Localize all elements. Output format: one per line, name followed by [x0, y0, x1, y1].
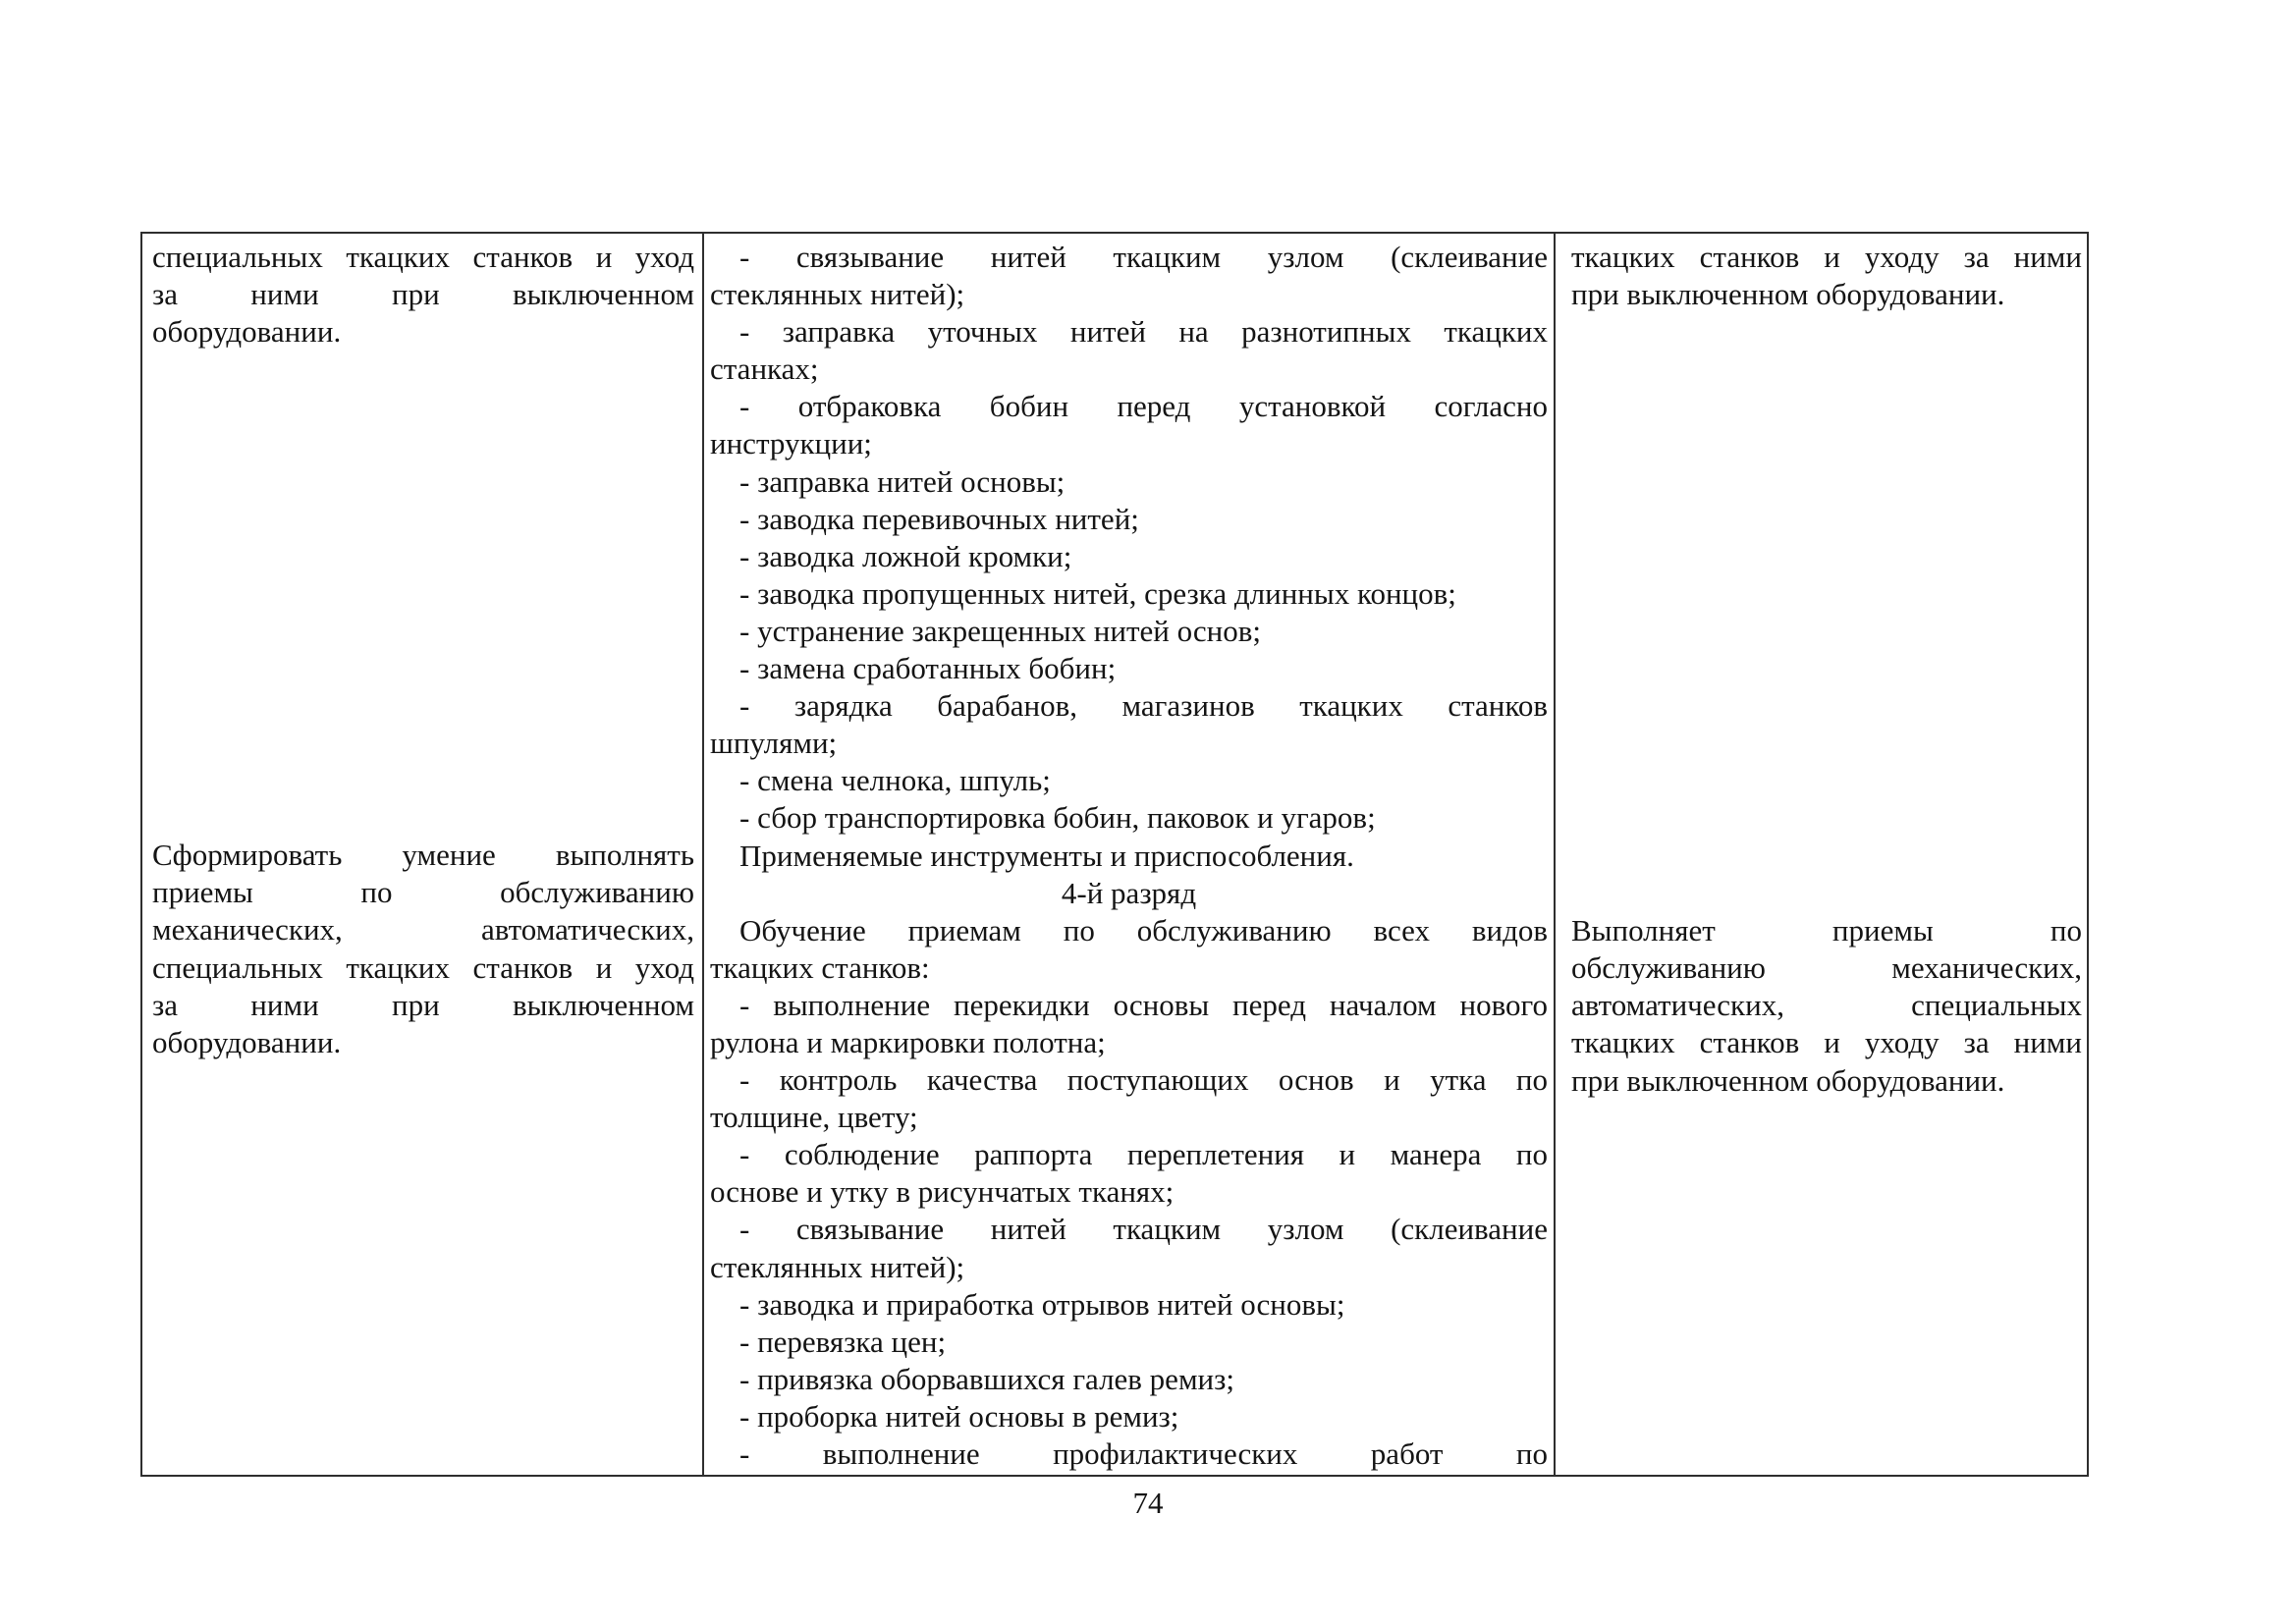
text-line: Обучение приемам по обслуживанию всех видов [739, 912, 1548, 947]
text-line: станках; [710, 352, 819, 387]
text-line: - зарядка барабанов, магазинов ткацких станков [739, 688, 1548, 724]
text-line: - перевязка цен; [739, 1324, 947, 1359]
paragraph [710, 1211, 1548, 1285]
table-cell-task [142, 234, 702, 1475]
text-line: Применяемые инструменты и приспособления. [739, 838, 1354, 873]
page-number: 74 [1132, 1486, 1164, 1520]
text-line: рулона и маркировки полотна; [710, 1024, 1106, 1059]
text-line: инструкции; [710, 426, 872, 461]
text-line: - устранение закрещенных нитей основ; [739, 613, 1261, 648]
text-line: - соблюдение раппорта переплетения и манера по [739, 1137, 1548, 1172]
text-line: - связывание нитей ткацким узлом (склеивание [739, 1212, 1548, 1247]
paragraph [710, 875, 1548, 912]
paragraph [710, 239, 1548, 313]
text-line: - заводка перевивочных нитей; [739, 501, 1139, 536]
text-line: Сформировать умение выполнять [152, 838, 694, 873]
text-line: шпулями; [710, 726, 838, 761]
text-line: ткацких станков: [710, 949, 930, 985]
text-line: - заводка ложной кромки; [739, 538, 1072, 573]
paragraph [152, 837, 694, 1061]
text-line: - контроль качества поступающих основ и утка по [739, 1062, 1548, 1098]
paragraph [710, 838, 1548, 875]
text-line: механических, автоматических, [152, 912, 694, 947]
text-line: Выполняет приемы по [1571, 913, 2082, 948]
paragraph [1571, 239, 2082, 313]
text-line: при выключенном оборудовании. [1571, 277, 2005, 312]
paragraph [710, 1286, 1548, 1324]
text-line: - отбраковка бобин перед установкой согласно [739, 389, 1548, 424]
paragraph [710, 388, 1548, 462]
text-line: - проборка нитей основы в ремиз; [739, 1398, 1179, 1434]
text-line: за ними при выключенном [152, 277, 694, 312]
text-line: приемы по обслуживанию [152, 875, 694, 910]
paragraph [710, 575, 1548, 613]
table-cell-content [702, 234, 1556, 1475]
text-line: - заправка нитей основы; [739, 463, 1066, 499]
text-line: ткацких станков и уходу за ними [1571, 240, 2082, 274]
paragraph [710, 912, 1548, 987]
paragraph [710, 1136, 1548, 1211]
paragraph [710, 687, 1548, 762]
text-line: обслуживанию механических, [1571, 950, 2082, 986]
text-line: - смена челнока, шпуль; [739, 763, 1051, 798]
paragraph [710, 613, 1548, 650]
text-line: автоматических, специальных [1571, 988, 2082, 1023]
paragraph [710, 313, 1548, 388]
text-line: оборудовании. [152, 314, 342, 350]
text-line: - связывание нитей ткацким узлом (склеивание [739, 240, 1548, 274]
paragraph [710, 538, 1548, 575]
paragraph [710, 1361, 1548, 1398]
text-line: при выключенном оборудовании. [1571, 1062, 2005, 1098]
text-line: специальных ткацких станков и уход [152, 240, 694, 274]
paragraph [710, 1435, 1548, 1473]
paragraph [152, 239, 694, 351]
paragraph [710, 1061, 1548, 1136]
text-line: - заправка уточных нитей на разнотипных ткацких [739, 314, 1548, 350]
text-line: - замена сработанных бобин; [739, 651, 1117, 686]
paragraph [710, 987, 1548, 1061]
table-cell-result [1556, 234, 2087, 1475]
text-line: специальных ткацких станков и уход [152, 949, 694, 985]
text-line: ткацких станков и уходу за ними [1571, 1025, 2082, 1060]
paragraph [710, 650, 1548, 687]
text-line: стеклянных нитей); [710, 1249, 965, 1284]
paragraph [710, 799, 1548, 837]
text-line: за ними при выключенном [152, 987, 694, 1022]
text-line: толщине, цвету; [710, 1100, 918, 1135]
text-line: - заводка и приработка отрывов нитей основы; [739, 1286, 1345, 1322]
paragraph [710, 463, 1548, 501]
text-line: оборудовании. [152, 1024, 342, 1059]
text-line: - сбор транспортировка бобин, паковок и угаров; [739, 800, 1376, 836]
paragraph [710, 1324, 1548, 1361]
text-line: стеклянных нитей); [710, 277, 965, 312]
text-line: - привязка оборвавшихся галев ремиз; [739, 1361, 1235, 1396]
qualification-table [140, 232, 2089, 1477]
paragraph [710, 501, 1548, 538]
paragraph [1571, 912, 2082, 1099]
paragraph [710, 762, 1548, 799]
text-line: - выполнение перекидки основы перед началом нового [739, 987, 1548, 1022]
text-line: основе и утку в рисунчатых тканях; [710, 1174, 1175, 1210]
text-line: - заводка пропущенных нитей, срезка длинных концов; [739, 575, 1456, 611]
text-line: - выполнение профилактических работ по [739, 1436, 1548, 1471]
paragraph [710, 1398, 1548, 1435]
text-line: 4-й разряд [1061, 875, 1197, 910]
